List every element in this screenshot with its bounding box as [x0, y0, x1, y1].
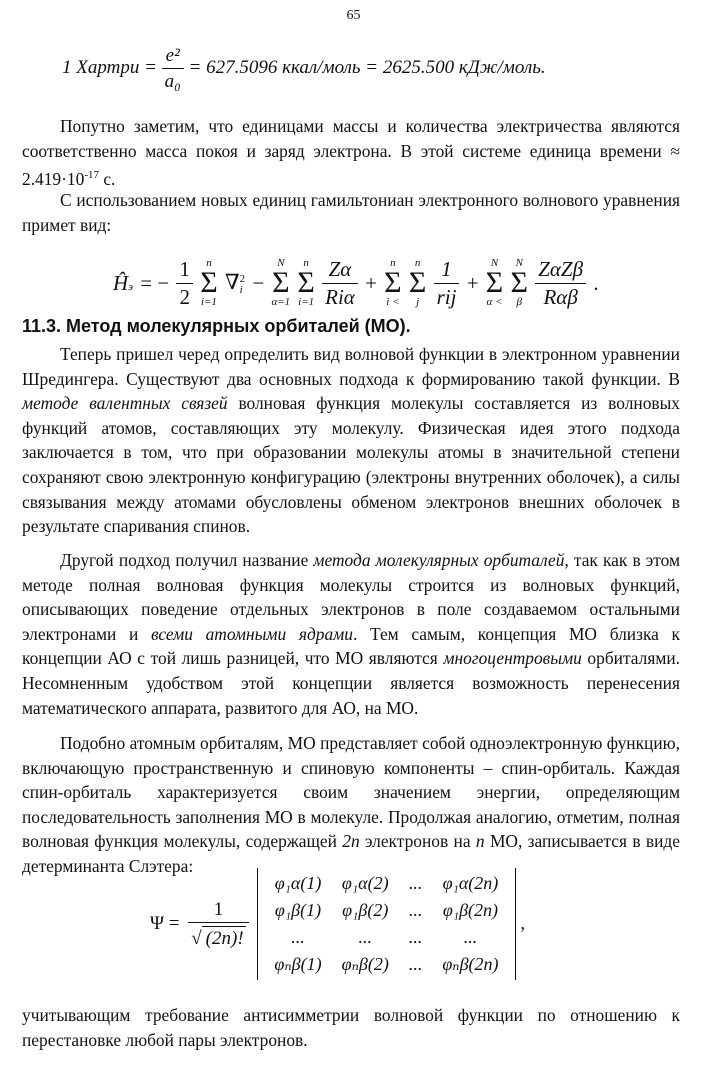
determinant-cell: φ₁β(1): [274, 900, 322, 920]
term-all-nuclei: всеми атомными ядрами: [151, 623, 353, 644]
zz-over-r-numerator: ZαZβ: [535, 259, 586, 284]
zz-over-r-denominator: Rαβ: [543, 284, 578, 309]
paragraph-slater-text-a: Подобно атомным орбиталям, МО представляет собой одноэлектронную функцию, включающую пространственную и спиновую компоненты – спин-орбиталь. Каждая спин-орбиталь характеризуется своим значением энергии, определяющим последовательность заполнения МО в молекуле. Продолжая аналогию, отметим, полная волновая функция молекулы, содержащей: [22, 733, 680, 852]
term-2n: 2n: [342, 831, 360, 852]
sum-1-top: n: [206, 257, 212, 269]
sum-3a: [384, 258, 401, 308]
one-over-r-fraction: [434, 256, 460, 309]
term-multicenter: многоцентровыми: [443, 648, 582, 669]
prefactor-denominator: [188, 923, 248, 948]
nabla-superscript: 2: [239, 272, 246, 285]
paragraph-units-text: Попутно заметим, что единицами массы и количества электричества являются соответственно масса покоя и заряд электрона. В этой системе единица времени ≈ 2.419·10: [22, 116, 680, 189]
hartree-fraction: [162, 46, 184, 91]
determinant-lhs: Ψ =: [150, 913, 180, 934]
determinant-cell: ...: [408, 873, 423, 893]
sum-2b-top: n: [303, 257, 309, 269]
hartree-rhs: = 627.5096 ккал/моль = 2625.500 кДж/моль.: [188, 56, 546, 78]
hamiltonian-lhs: [113, 271, 133, 296]
paragraph-slater-text-c: МО, записывается в виде детерминанта Слэтера:: [22, 831, 680, 876]
determinant-prefactor: [188, 900, 248, 948]
sum-4b-bottom: β: [516, 296, 522, 308]
prefactor-numerator: 1: [188, 900, 248, 923]
sqrt-icon: √: [191, 928, 202, 949]
term-valence-bond: методе валентных связей: [22, 393, 228, 414]
nabla-symbol: ∇: [224, 270, 240, 295]
determinant-row: [264, 951, 508, 978]
hamiltonian-symbol: Ĥ: [113, 270, 129, 295]
determinant-cell: φ₁α(2): [341, 873, 389, 893]
determinant-matrix: [257, 868, 515, 980]
plus-sign-2: +: [466, 270, 479, 295]
determinant-cell: ...: [463, 927, 478, 947]
determinant-cell: ...: [408, 954, 423, 974]
hamiltonian-formula: [112, 258, 600, 308]
sum-4b-top: N: [515, 257, 523, 269]
zz-over-r-fraction: [535, 256, 586, 309]
paragraph-mo-method: [22, 548, 680, 720]
determinant-table: [264, 870, 508, 978]
paragraph-antisymmetry: учитывающим требование антисимметрии волновой функции по отношению к перестановке любой пары электронов.: [22, 1005, 680, 1050]
determinant-trail: ,: [520, 913, 526, 934]
sigma-icon: Σ: [200, 266, 218, 299]
sum-3b-top: n: [414, 257, 421, 269]
paragraph-slater-text-b: электронов на: [359, 831, 476, 852]
sum-2a: [271, 258, 290, 308]
prefactor-radicand: (2n)!: [202, 926, 246, 948]
sum-1: [200, 258, 217, 308]
sum-2a-top: N: [277, 257, 285, 269]
sum-2b: [297, 258, 314, 308]
z-over-r-fraction: [322, 256, 358, 309]
one-over-r-denominator: rij: [436, 284, 457, 309]
determinant-cell: φ₁β(2): [342, 900, 389, 920]
sum-4a: [486, 258, 503, 308]
minus-sign: −: [252, 270, 265, 295]
sum-3b: [409, 258, 426, 308]
section-heading: 11.3. Метод молекулярных орбиталей (МО).: [22, 316, 411, 336]
sigma-icon: Σ: [408, 266, 427, 299]
paragraph-units-exponent: -17: [84, 169, 99, 182]
paragraph-units-end: с.: [98, 168, 116, 189]
determinant-cell: φ₁β(2n): [442, 900, 499, 920]
half-fraction: [176, 256, 193, 309]
half-numerator: 1: [176, 259, 193, 284]
hartree-lhs: 1 Хартри =: [62, 56, 157, 78]
sum-4a-top: N: [490, 257, 499, 269]
determinant-row: [264, 870, 508, 897]
hartree-formula: [62, 46, 546, 91]
determinant-cell: φₙβ(2n): [442, 954, 499, 974]
hamiltonian-eq: = −: [140, 270, 170, 295]
sigma-icon: Σ: [485, 266, 504, 299]
determinant-cell: φₙβ(2): [341, 954, 389, 974]
paragraph-mo-method-text-b: , так как в этом методе полная волновая функция молекулы строится из волновых функций, описывающих поведение отдельных электронов в поле создаваемом остальными электронами и: [22, 550, 680, 644]
paragraph-mo-intro-text-a: Теперь пришел черед определить вид волновой функции в электронном уравнении Шредингера. Существуют два основных подхода к формированию такой функции. В: [22, 344, 680, 389]
determinant-cell: φₙβ(1): [274, 954, 322, 974]
determinant-cell: ...: [358, 927, 372, 947]
z-over-r-denominator: Riα: [325, 284, 355, 309]
sum-2a-bottom: α=1: [271, 296, 291, 308]
hamiltonian-subscript: э: [128, 280, 134, 293]
paragraph-mo-intro-text-b: волновая функция молекулы составляется из волновых функций атомов, составляющих эту молекулу. Физическая идея этого подхода заключается в том, что при образовании молекулы атомы в значительной степени сохраняют свою электронную конфигурацию (электроны внутренних оболочек), а силы связывания между атомами обусловлены обменом электронов внешних оболочек в результате спаривания спинов.: [22, 393, 680, 537]
sum-3a-top: n: [390, 257, 396, 269]
paragraph-hamiltonian-intro: С использованием новых единиц гамильтониан электронного волнового уравнения примет вид:: [22, 190, 680, 235]
sum-3b-bottom: j: [416, 296, 420, 308]
paragraph-units: [22, 114, 680, 192]
sum-4a-bottom: α <: [486, 296, 503, 308]
one-over-r-numerator: 1: [434, 259, 460, 284]
determinant-cell: ...: [291, 927, 305, 947]
paragraph-mo-method-text-d: орбиталями. Несомненным удобством этой концепции является возможность перенесения математического аппарата, развитого для АО, на МО.: [22, 648, 680, 718]
determinant-cell: φ₁α(1): [274, 873, 322, 893]
paragraph-mo-intro: [22, 342, 680, 539]
determinant-cell: ...: [408, 900, 423, 920]
paragraph-mo-method-text-c: . Тем самым, концепция МО близка к концепции АО с той лишь разницей, что МО являются: [22, 623, 681, 669]
paragraph-mo-method-text-a: Другой подход получил название: [60, 550, 314, 570]
plus-sign-1: +: [365, 270, 377, 295]
term-n: n: [475, 831, 485, 852]
determinant-cell: ...: [408, 927, 423, 947]
hartree-numerator: e²: [162, 46, 184, 69]
sum-3a-bottom: i <: [386, 296, 400, 308]
determinant-row: [264, 924, 508, 951]
sigma-icon: Σ: [272, 266, 290, 299]
determinant-cell: φ₁α(2n): [442, 873, 499, 893]
term-mo-method: метода молекулярных орбиталей: [313, 550, 565, 570]
z-over-r-numerator: Zα: [322, 259, 358, 284]
hartree-denominator: a₀: [164, 71, 181, 92]
sum-1-bottom: i=1: [200, 296, 217, 308]
sum-2b-bottom: i=1: [298, 296, 315, 308]
sum-4b: [511, 258, 528, 308]
sigma-icon: Σ: [510, 266, 528, 299]
paragraph-slater: [22, 731, 680, 879]
hamiltonian-end: .: [593, 270, 599, 295]
determinant-row: [264, 897, 508, 924]
nabla-term: [225, 270, 245, 295]
page-number: 65: [346, 8, 361, 23]
slater-determinant: [150, 868, 525, 980]
nabla-subscript: i: [239, 283, 243, 296]
half-denominator: 2: [179, 284, 190, 309]
sigma-icon: Σ: [384, 266, 402, 299]
sigma-icon: Σ: [297, 266, 315, 299]
